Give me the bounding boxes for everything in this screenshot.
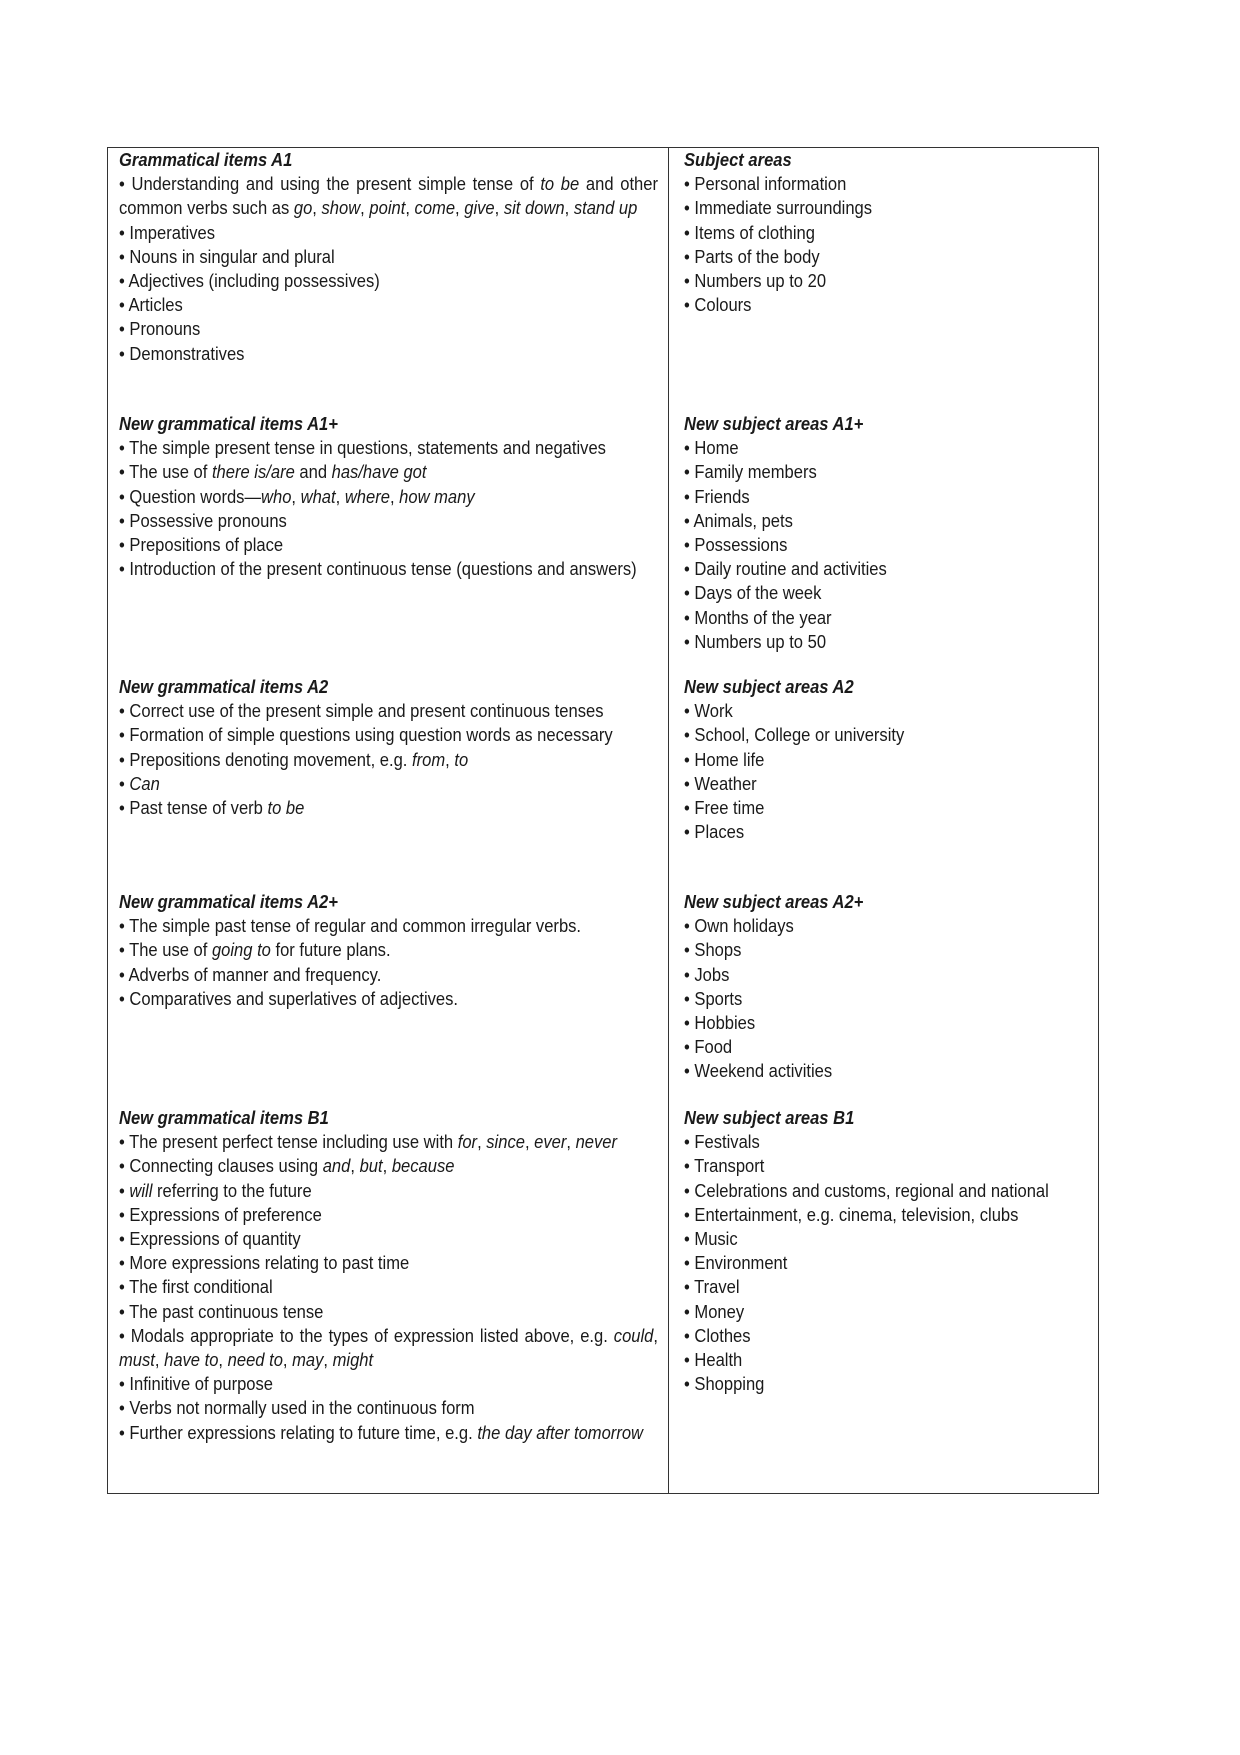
subject-list-item: • School, College or university: [684, 725, 905, 746]
grammar-list-item: • Prepositions denoting movement, e.g. from, to: [119, 749, 469, 770]
grammar-list-item: • Verbs not normally used in the continuous form: [119, 1398, 475, 1419]
grammar-list-item: • Past tense of verb to be: [119, 798, 305, 819]
grammar-list-item: • Possessive pronouns: [119, 510, 287, 531]
grammar-section: [119, 675, 658, 820]
grammar-list-item: • Expressions of quantity: [119, 1229, 301, 1250]
grammar-list-item: • will referring to the future: [119, 1180, 312, 1201]
grammar-section-title: New grammatical items A2+: [119, 892, 338, 912]
subject-list-item: • Festivals: [684, 1132, 760, 1153]
subject-list-item: • Clothes: [684, 1325, 751, 1346]
grammar-list-item: • Nouns in singular and plural: [119, 246, 335, 267]
subject-section: [684, 675, 1090, 844]
subject-list-item: • Shopping: [684, 1374, 765, 1395]
subject-list-item: • Weather: [684, 773, 757, 794]
grammar-list-item: • The use of there is/are and has/have got: [119, 462, 427, 483]
subject-list-item: • Shops: [684, 940, 742, 961]
subject-list-item: • Work: [684, 701, 733, 722]
subject-section: [684, 890, 1090, 1084]
grammar-list-item: • The present perfect tense including use with for, since, ever, never: [119, 1132, 618, 1153]
grammar-list-item: • Understanding and using the present simple tense of to be and other common verbs such as go, show, point, come, give, sit down, stand up: [119, 174, 658, 219]
subject-list-item: • Food: [684, 1037, 733, 1058]
subject-list-item: • Environment: [684, 1253, 788, 1274]
subject-section: [684, 412, 1090, 654]
grammar-section: [119, 412, 658, 581]
grammar-section: [119, 148, 658, 366]
subject-list-item: • Music: [684, 1229, 738, 1250]
grammar-list-item: • Formation of simple questions using question words as necessary: [119, 725, 613, 746]
grammar-list-item: • Articles: [119, 295, 183, 316]
grammar-list-item: • Can: [119, 773, 160, 794]
grammar-section-title: New grammatical items A2: [119, 677, 329, 697]
grammar-list-item: • Infinitive of purpose: [119, 1374, 274, 1395]
subject-section-title: Subject areas: [684, 150, 792, 170]
subject-list-item: • Months of the year: [684, 607, 832, 628]
subject-section: [684, 1106, 1090, 1396]
subject-list-item: • Immediate surroundings: [684, 198, 873, 219]
subject-section-title: New subject areas A2: [684, 677, 854, 697]
subject-list-item: • Colours: [684, 295, 752, 316]
subject-list-item: • Travel: [684, 1277, 740, 1298]
subject-list-item: • Friends: [684, 486, 750, 507]
subject-section-title: New subject areas A1+: [684, 414, 864, 434]
grammar-list-item: • The past continuous tense: [119, 1301, 324, 1322]
subject-list-item: • Family members: [684, 462, 817, 483]
subject-list-item: • Own holidays: [684, 916, 794, 937]
subject-section-title: New subject areas B1: [684, 1108, 855, 1128]
grammar-list-item: • The first conditional: [119, 1277, 273, 1298]
subject-list-item: • Numbers up to 50: [684, 631, 827, 652]
subject-section-title: New subject areas A2+: [684, 892, 864, 912]
subject-list-item: • Numbers up to 20: [684, 271, 827, 292]
grammar-list-item: • Adjectives (including possessives): [119, 271, 380, 292]
grammar-list-item: • Prepositions of place: [119, 535, 284, 556]
grammar-list-item: • Adverbs of manner and frequency.: [119, 964, 382, 985]
grammar-list-item: • Demonstratives: [119, 343, 245, 364]
subject-list-item: • Home: [684, 438, 739, 459]
subject-list-item: • Hobbies: [684, 1013, 756, 1034]
grammar-list-item: • Modals appropriate to the types of expression listed above, e.g. could, must, have to, need to, may, might: [119, 1325, 658, 1371]
grammar-section-title: New grammatical items A1+: [119, 414, 338, 434]
subject-column: [669, 148, 1098, 1493]
subject-list-item: • Possessions: [684, 535, 788, 556]
grammar-list-item: • The use of going to for future plans.: [119, 940, 391, 961]
grammar-list-item: • The simple present tense in questions, statements and negatives: [119, 438, 606, 459]
syllabus-table: [107, 147, 1099, 1494]
subject-list-item: • Transport: [684, 1156, 765, 1177]
subject-list-item: • Free time: [684, 798, 765, 819]
grammar-list-item: • Introduction of the present continuous tense (questions and answers): [119, 559, 637, 580]
grammar-list-item: • Further expressions relating to future time, e.g. the day after tomorrow: [119, 1422, 644, 1443]
subject-list-item: • Items of clothing: [684, 222, 815, 243]
subject-list-item: • Entertainment, e.g. cinema, television, clubs: [684, 1204, 1019, 1225]
subject-list-item: • Personal information: [684, 174, 847, 195]
subject-list-item: • Sports: [684, 988, 743, 1009]
subject-list-item: • Parts of the body: [684, 246, 820, 267]
grammar-list-item: • Imperatives: [119, 222, 215, 243]
grammar-section-title: New grammatical items B1: [119, 1108, 329, 1128]
subject-list-item: • Places: [684, 822, 745, 843]
subject-section: [684, 148, 1090, 317]
subject-list-item: • Celebrations and customs, regional and national: [684, 1180, 1049, 1201]
grammar-list-item: • More expressions relating to past time: [119, 1253, 410, 1274]
subject-list-item: • Animals, pets: [684, 510, 793, 531]
subject-list-item: • Money: [684, 1301, 745, 1322]
grammar-list-item: • Comparatives and superlatives of adjectives.: [119, 988, 459, 1009]
subject-list-item: • Health: [684, 1350, 743, 1371]
grammar-list-item: • Connecting clauses using and, but, because: [119, 1156, 455, 1177]
subject-list-item: • Jobs: [684, 964, 730, 985]
grammar-list-item: • Pronouns: [119, 319, 201, 340]
grammar-list-item: • Expressions of preference: [119, 1204, 322, 1225]
grammar-list-item: • Question words—who, what, where, how many: [119, 486, 475, 507]
subject-list-item: • Daily routine and activities: [684, 559, 887, 580]
grammar-column: [108, 148, 669, 1493]
subject-list-item: • Weekend activities: [684, 1061, 833, 1082]
grammar-section: [119, 1106, 658, 1445]
subject-list-item: • Home life: [684, 749, 765, 770]
grammar-list-item: • Correct use of the present simple and present continuous tenses: [119, 701, 604, 722]
grammar-list-item: • The simple past tense of regular and common irregular verbs.: [119, 916, 582, 937]
grammar-section: [119, 890, 658, 1011]
subject-list-item: • Days of the week: [684, 583, 822, 604]
grammar-section-title: Grammatical items A1: [119, 150, 293, 170]
